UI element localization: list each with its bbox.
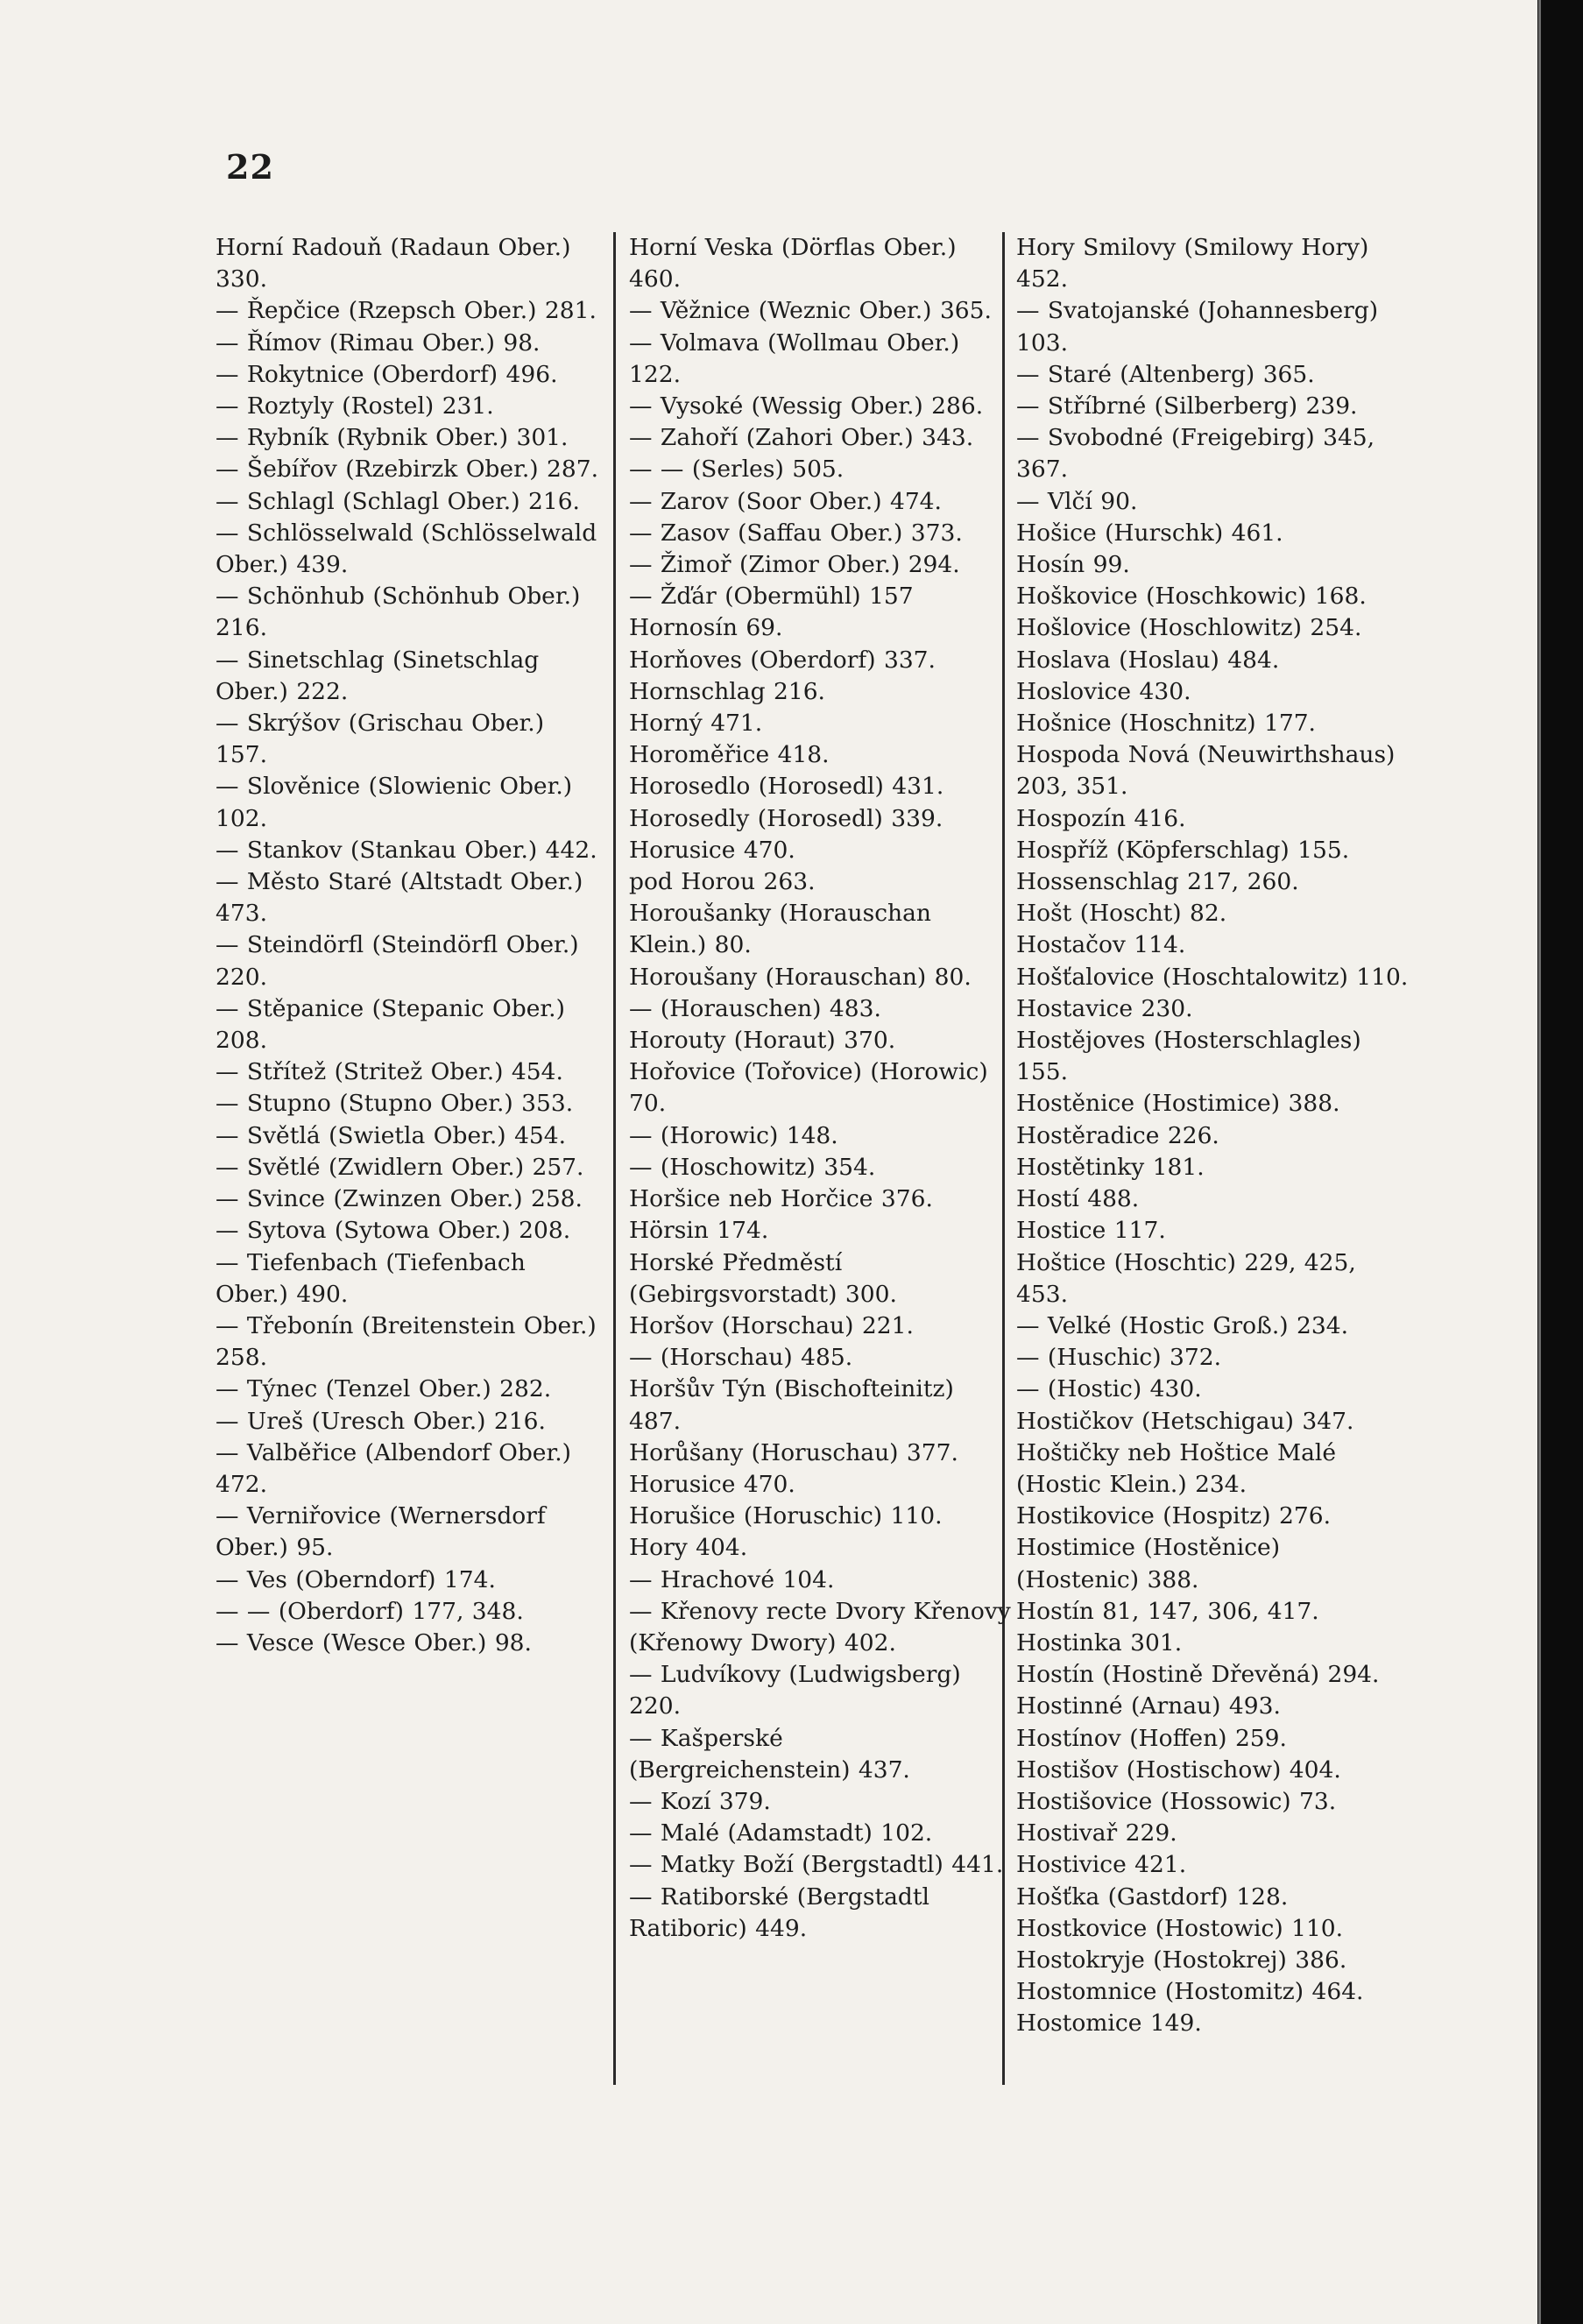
index-entry: — Malé (Adamstadt) 102. — [629, 1819, 933, 1847]
index-entry: — Matky Boží (Bergstadtl) 441. — [629, 1851, 1004, 1879]
index-entry: Hornosín 69. — [629, 614, 783, 642]
index-entry: — Věžnice (Weznic Ober.) 365. — [629, 297, 992, 325]
index-entry: Hostomice 149. — [1016, 2010, 1202, 2038]
index-entry: — (Huschic) 372. — [1016, 1344, 1222, 1372]
index-entry: — Schlagl (Schlagl Ober.) 216. — [216, 487, 580, 515]
index-entry: Hoslovice 430. — [1016, 677, 1191, 705]
index-entry: — Šebířov (Rzebirzk Ober.) 287. — [216, 456, 599, 484]
index-entry: — Skrýšov (Grischau Ober.) 157. — [216, 710, 545, 769]
index-entry: Horšice neb Horčice 376. — [629, 1185, 933, 1213]
index-entry: — Světlé (Zwidlern Ober.) 257. — [216, 1153, 584, 1181]
index-entry: — (Horauschen) 483. — [629, 994, 881, 1022]
index-entry: — Třebonín (Breitenstein Ober.) 258. — [216, 1311, 597, 1372]
index-entry: — Stříbrné (Silberberg) 239. — [1016, 392, 1358, 420]
index-entry: — Sinetschlag (Sinetschlag Ober.) 222. — [216, 646, 540, 705]
index-entry: — Svatojanské (Johannesberg) 103. — [1016, 297, 1379, 357]
index-entry: Horšův Týn (Bischofteinitz) 487. — [629, 1375, 954, 1435]
index-entry: Horosedly (Horosedl) 339. — [629, 804, 943, 832]
index-entry: — — (Serles) 505. — [629, 456, 845, 484]
index-entry: Horný 471. — [629, 710, 763, 738]
index-entry: Hospříž (Köpferschlag) 155. — [1016, 836, 1350, 864]
index-entry: — Zarov (Soor Ober.) 474. — [629, 487, 942, 515]
page-edge — [1537, 0, 1583, 2324]
index-entry: — Schönhub (Schönhub Ober.) 216. — [216, 583, 581, 642]
index-entry: — — (Oberdorf) 177, 348. — [216, 1597, 524, 1625]
index-entry: — Římov (Rimau Ober.) 98. — [216, 328, 541, 357]
index-entry: Hoškovice (Hoschkowic) 168. — [1016, 583, 1367, 611]
index-entry: Horňoves (Oberdorf) 337. — [629, 646, 936, 674]
index-entry: Hostětinky 181. — [1016, 1153, 1205, 1181]
index-entry: — Rybník (Rybnik Ober.) 301. — [216, 424, 569, 452]
index-entry: — (Hostic) 430. — [1016, 1375, 1202, 1403]
index-entry: — Svince (Zwinzen Ober.) 258. — [216, 1185, 583, 1213]
index-entry: Horosedlo (Horosedl) 431. — [629, 773, 944, 801]
index-entry: Hosín 99. — [1016, 551, 1130, 579]
index-entry: Horšov (Horschau) 221. — [629, 1311, 914, 1339]
index-entry: — Kozí 379. — [629, 1787, 771, 1815]
page-number: 22 — [226, 147, 274, 187]
index-entry: Hostínov (Hoffen) 259. — [1016, 1724, 1287, 1752]
index-entry: Horské Předměstí (Gebirgsvorstadt) 300. — [629, 1248, 897, 1308]
index-entry: — Volmava (Wollmau Ober.) 122. — [629, 328, 960, 388]
index-entry: — Ratiborské (Bergstadtl Ratiboric) 449. — [629, 1883, 930, 1942]
index-entry: Hostěnice (Hostimice) 388. — [1016, 1090, 1340, 1118]
index-entry: Hošt (Hoscht) 82. — [1016, 900, 1227, 928]
index-entry: — Schlösselwald (Schlösselwald Ober.) 439. — [216, 519, 597, 579]
index-entry: Hostačov 114. — [1016, 931, 1186, 959]
index-entry: Horoušanky (Horauschan Klein.) 80. — [629, 900, 931, 959]
index-entry: Hostavice 230. — [1016, 994, 1193, 1022]
index-entry: pod Horou 263. — [629, 868, 816, 896]
index-entry: Hostivice 421. — [1016, 1851, 1187, 1879]
index-entry: — Hrachové 104. — [629, 1565, 835, 1593]
index-entry: — Staré (Altenberg) 365. — [1016, 360, 1315, 388]
index-entry: — Řepčice (Rzepsch Ober.) 281. — [216, 297, 597, 325]
index-entry: Horusice 470. — [629, 1470, 795, 1498]
index-entry: Hostičkov (Hetschigau) 347. — [1016, 1407, 1354, 1435]
index-entry: Hostivař 229. — [1016, 1819, 1177, 1847]
index-entry: — Roztyly (Rostel) 231. — [216, 392, 494, 420]
index-entry: Hošťalovice (Hoschtalowitz) 110. — [1016, 963, 1409, 991]
index-entry: Hostinné (Arnau) 493. — [1016, 1692, 1281, 1720]
index-entry: — Svobodné (Freigebirg) 345, 367. — [1016, 424, 1375, 484]
index-entry: — Vysoké (Wessig Ober.) 286. — [629, 392, 984, 420]
index-entry: — Steindörfl (Steindörfl Ober.) 220. — [216, 931, 579, 991]
index-column-middle — [629, 232, 1011, 2085]
index-entry: — Střítež (Stritež Ober.) 454. — [216, 1058, 563, 1086]
index-entry: Hostomnice (Hostomitz) 464. — [1016, 1978, 1364, 2006]
index-entry: Hory 404. — [629, 1534, 748, 1562]
index-entry: — Vlčí 90. — [1016, 487, 1138, 515]
index-entry: Hostice 117. — [1016, 1217, 1166, 1245]
index-entry: Hostín 81, 147, 306, 417. — [1016, 1597, 1319, 1625]
index-entry: Hostišovice (Hossowic) 73. — [1016, 1787, 1337, 1815]
index-entry: Hospozín 416. — [1016, 804, 1186, 832]
index-entry: Hoslava (Hoslau) 484. — [1016, 646, 1280, 674]
index-entry: Horušice (Horuschic) 110. — [629, 1502, 943, 1530]
index-entry: Hostí 488. — [1016, 1185, 1140, 1213]
index-entry: — Zasov (Saffau Ober.) 373. — [629, 519, 963, 547]
index-entry: — Žďár (Obermühl) 157 — [629, 583, 914, 611]
index-entry: — Ureš (Uresch Ober.) 216. — [216, 1407, 546, 1435]
index-entry: Horouty (Horaut) 370. — [629, 1027, 896, 1055]
index-entry: Hostimice (Hostěnice) (Hostenic) 388. — [1016, 1534, 1281, 1593]
index-entry: — Stěpanice (Stepanic Ober.) 208. — [216, 994, 565, 1055]
index-entry: Hory Smilovy (Smilowy Hory) 452. — [1016, 234, 1369, 293]
index-entry: — Valběřice (Albendorf Ober.) 472. — [216, 1438, 572, 1498]
index-entry: — Vesce (Wesce Ober.) 98. — [216, 1628, 532, 1656]
index-entry: — Tiefenbach (Tiefenbach Ober.) 490. — [216, 1248, 526, 1308]
index-entry: — Kašperské (Bergreichenstein) 437. — [629, 1724, 910, 1784]
index-entry: Hoštice (Hoschtic) 229, 425, 453. — [1016, 1248, 1356, 1308]
index-entry: — Verniřovice (Wernersdorf Ober.) 95. — [216, 1502, 546, 1562]
index-entry: — (Hoschowitz) 354. — [629, 1153, 876, 1181]
index-entry: Horoměřice 418. — [629, 741, 830, 769]
index-entry: Hošnice (Hoschnitz) 177. — [1016, 710, 1316, 738]
index-entry: — Křenovy recte Dvory Křenovy (Křenowy Dwory) 402. — [629, 1597, 1011, 1656]
index-entry: Hospoda Nová (Neuwirthshaus) 203, 351. — [1016, 741, 1396, 801]
index-entry: Hošlovice (Hoschlowitz) 254. — [1016, 614, 1362, 642]
index-column-left — [216, 232, 601, 2085]
index-entry: — Stupno (Stupno Ober.) 353. — [216, 1090, 574, 1118]
index-entry: Hossenschlag 217, 260. — [1016, 868, 1299, 896]
index-entry: Horní Veska (Dörflas Ober.) 460. — [629, 234, 957, 293]
index-entry: — Město Staré (Altstadt Ober.) 473. — [216, 868, 583, 928]
index-entry: Horoušany (Horauschan) 80. — [629, 963, 972, 991]
index-entry: Hostikovice (Hospitz) 276. — [1016, 1502, 1332, 1530]
index-entry: — Týnec (Tenzel Ober.) 282. — [216, 1375, 552, 1403]
index-entry: — Ludvíkovy (Ludwigsberg) 220. — [629, 1661, 961, 1720]
column-rule — [613, 232, 616, 2085]
index-entry: — Žimoř (Zimor Ober.) 294. — [629, 551, 960, 579]
index-entry: Horní Radouň (Radaun Ober.) 330. — [216, 234, 571, 293]
index-entry: Hostín (Hostině Dřevěná) 294. — [1016, 1661, 1380, 1689]
index-entry: Hošice (Hurschk) 461. — [1016, 519, 1283, 547]
index-column-right — [1016, 232, 1410, 2085]
index-entry: — Rokytnice (Oberdorf) 496. — [216, 360, 558, 388]
index-entry: Horusice 470. — [629, 836, 795, 864]
index-entry: — Slověnice (Slowienic Ober.) 102. — [216, 773, 573, 832]
index-entry: Hornschlag 216. — [629, 677, 825, 705]
index-entry: Hostokryje (Hostokrej) 386. — [1016, 1946, 1347, 1974]
index-entry: Hostěradice 226. — [1016, 1121, 1219, 1149]
index-entry: Hořovice (Tořovice) (Horowic) 70. — [629, 1058, 988, 1118]
index-entry: Hostějoves (Hosterschlagles) 155. — [1016, 1027, 1361, 1086]
index-entry: — Světlá (Swietla Ober.) 454. — [216, 1121, 567, 1149]
page-edge-line — [1538, 0, 1541, 2324]
index-entry: — Ves (Oberndorf) 174. — [216, 1565, 496, 1593]
index-entry: Hostinka 301. — [1016, 1628, 1183, 1656]
index-entry: Hostišov (Hostischow) 404. — [1016, 1755, 1341, 1784]
index-entry: Hoštičky neb Hoštice Malé (Hostic Klein.) 234. — [1016, 1438, 1337, 1498]
index-entry: — (Horschau) 485. — [629, 1344, 853, 1372]
index-entry: — Sytova (Sytowa Ober.) 208. — [216, 1217, 571, 1245]
index-entry: Hörsin 174. — [629, 1217, 769, 1245]
index-entry: — Velké (Hostic Groß.) 234. — [1016, 1311, 1349, 1339]
index-entry: Hošťka (Gastdorf) 128. — [1016, 1883, 1289, 1911]
index-entry: Horůšany (Horuschau) 377. — [629, 1438, 958, 1466]
index-entry: — (Horowic) 148. — [629, 1121, 838, 1149]
index-entry: — Zahoří (Zahori Ober.) 343. — [629, 424, 974, 452]
index-entry: Hostkovice (Hostowic) 110. — [1016, 1914, 1344, 1942]
index-entry: — Stankov (Stankau Ober.) 442. — [216, 836, 597, 864]
